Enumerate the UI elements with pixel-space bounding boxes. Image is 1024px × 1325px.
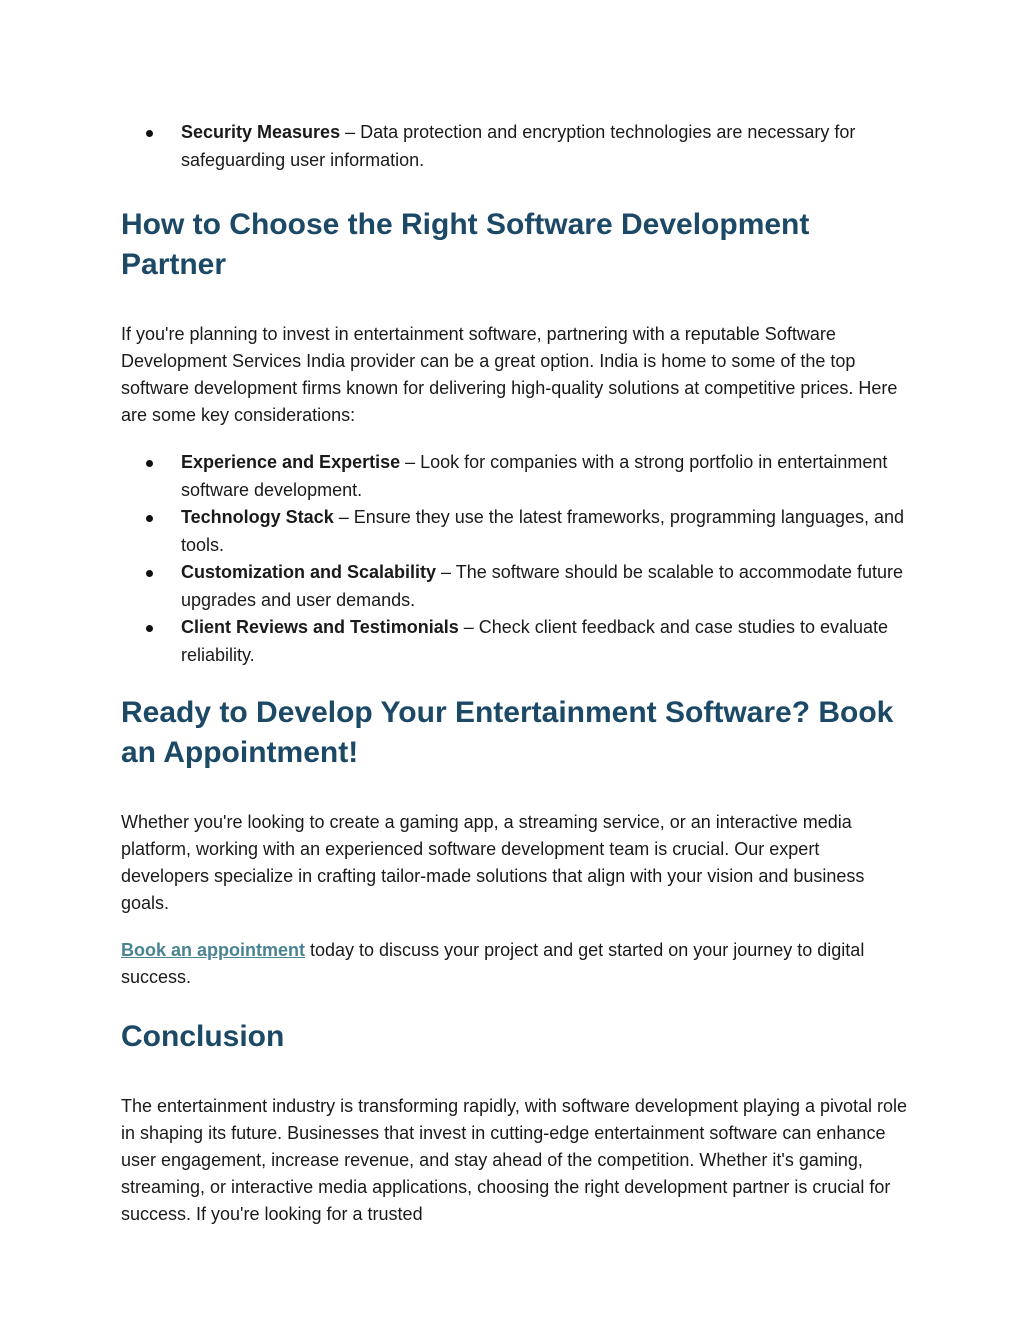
bullet-icon xyxy=(146,625,153,632)
cta-text: today to discuss your project and get started on your journey to digital success. xyxy=(121,940,865,987)
list-item-text: – Check client feedback and case studies to evaluate reliability. xyxy=(181,617,889,665)
bullet-icon xyxy=(146,515,153,522)
bullet-icon xyxy=(146,460,153,467)
list-item-title: Security Measures xyxy=(181,122,341,142)
list-item xyxy=(181,614,911,669)
section-paragraph-partner: If you're planning to invest in entertainment software, partnering with a reputable Software Development Services India provider can be a great option. India is home to some of the top software development firms known for delivering high-quality solutions at competitive prices. Here are some key considerations: xyxy=(121,324,898,425)
list-item-text: – Look for companies with a strong portfolio in entertainment software development. xyxy=(181,452,888,500)
security-list xyxy=(121,119,911,174)
list-item-title: Customization and Scalability xyxy=(181,562,437,582)
section-paragraph-appointment: Whether you're looking to create a gaming app, a streaming service, or an interactive media platform, working with an experienced software development team is crucial. Our expert developers specialize in crafting tailor-made solutions that align with your vision and business goals. xyxy=(121,812,865,913)
list-item xyxy=(181,449,911,504)
cta-paragraph xyxy=(121,937,911,991)
considerations-list xyxy=(121,449,911,669)
section-heading-conclusion: Conclusion xyxy=(121,1020,285,1053)
list-item-title: Client Reviews and Testimonials xyxy=(181,617,459,637)
list-item xyxy=(181,119,911,174)
list-item-text: – Data protection and encryption technologies are necessary for safeguarding user information. xyxy=(181,122,856,170)
list-item-title: Technology Stack xyxy=(181,507,334,527)
list-item-text: – Ensure they use the latest frameworks, programming languages, and tools. xyxy=(181,507,905,555)
bullet-icon xyxy=(146,130,153,137)
list-item xyxy=(181,559,911,614)
list-item-text: – The software should be scalable to accommodate future upgrades and user demands. xyxy=(181,562,903,610)
book-appointment-link[interactable]: Book an appointment xyxy=(121,940,305,960)
section-heading-appointment: Ready to Develop Your Entertainment Software? Book an Appointment! xyxy=(121,696,894,769)
section-paragraph-conclusion: The entertainment industry is transforming rapidly, with software development playing a pivotal role in shaping its future. Businesses that invest in cutting-edge entertainment software can enhance user engagement, increase revenue, and stay ahead of the competition. Whether it's gaming, streaming, or interactive media applications, choosing the right development partner is crucial for success. If you're looking for a trusted xyxy=(121,1096,908,1224)
bullet-icon xyxy=(146,570,153,577)
list-item xyxy=(181,504,911,559)
section-heading-partner: How to Choose the Right Software Development Partner xyxy=(121,208,810,281)
document-page xyxy=(121,119,911,1228)
list-item-title: Experience and Expertise xyxy=(181,452,401,472)
